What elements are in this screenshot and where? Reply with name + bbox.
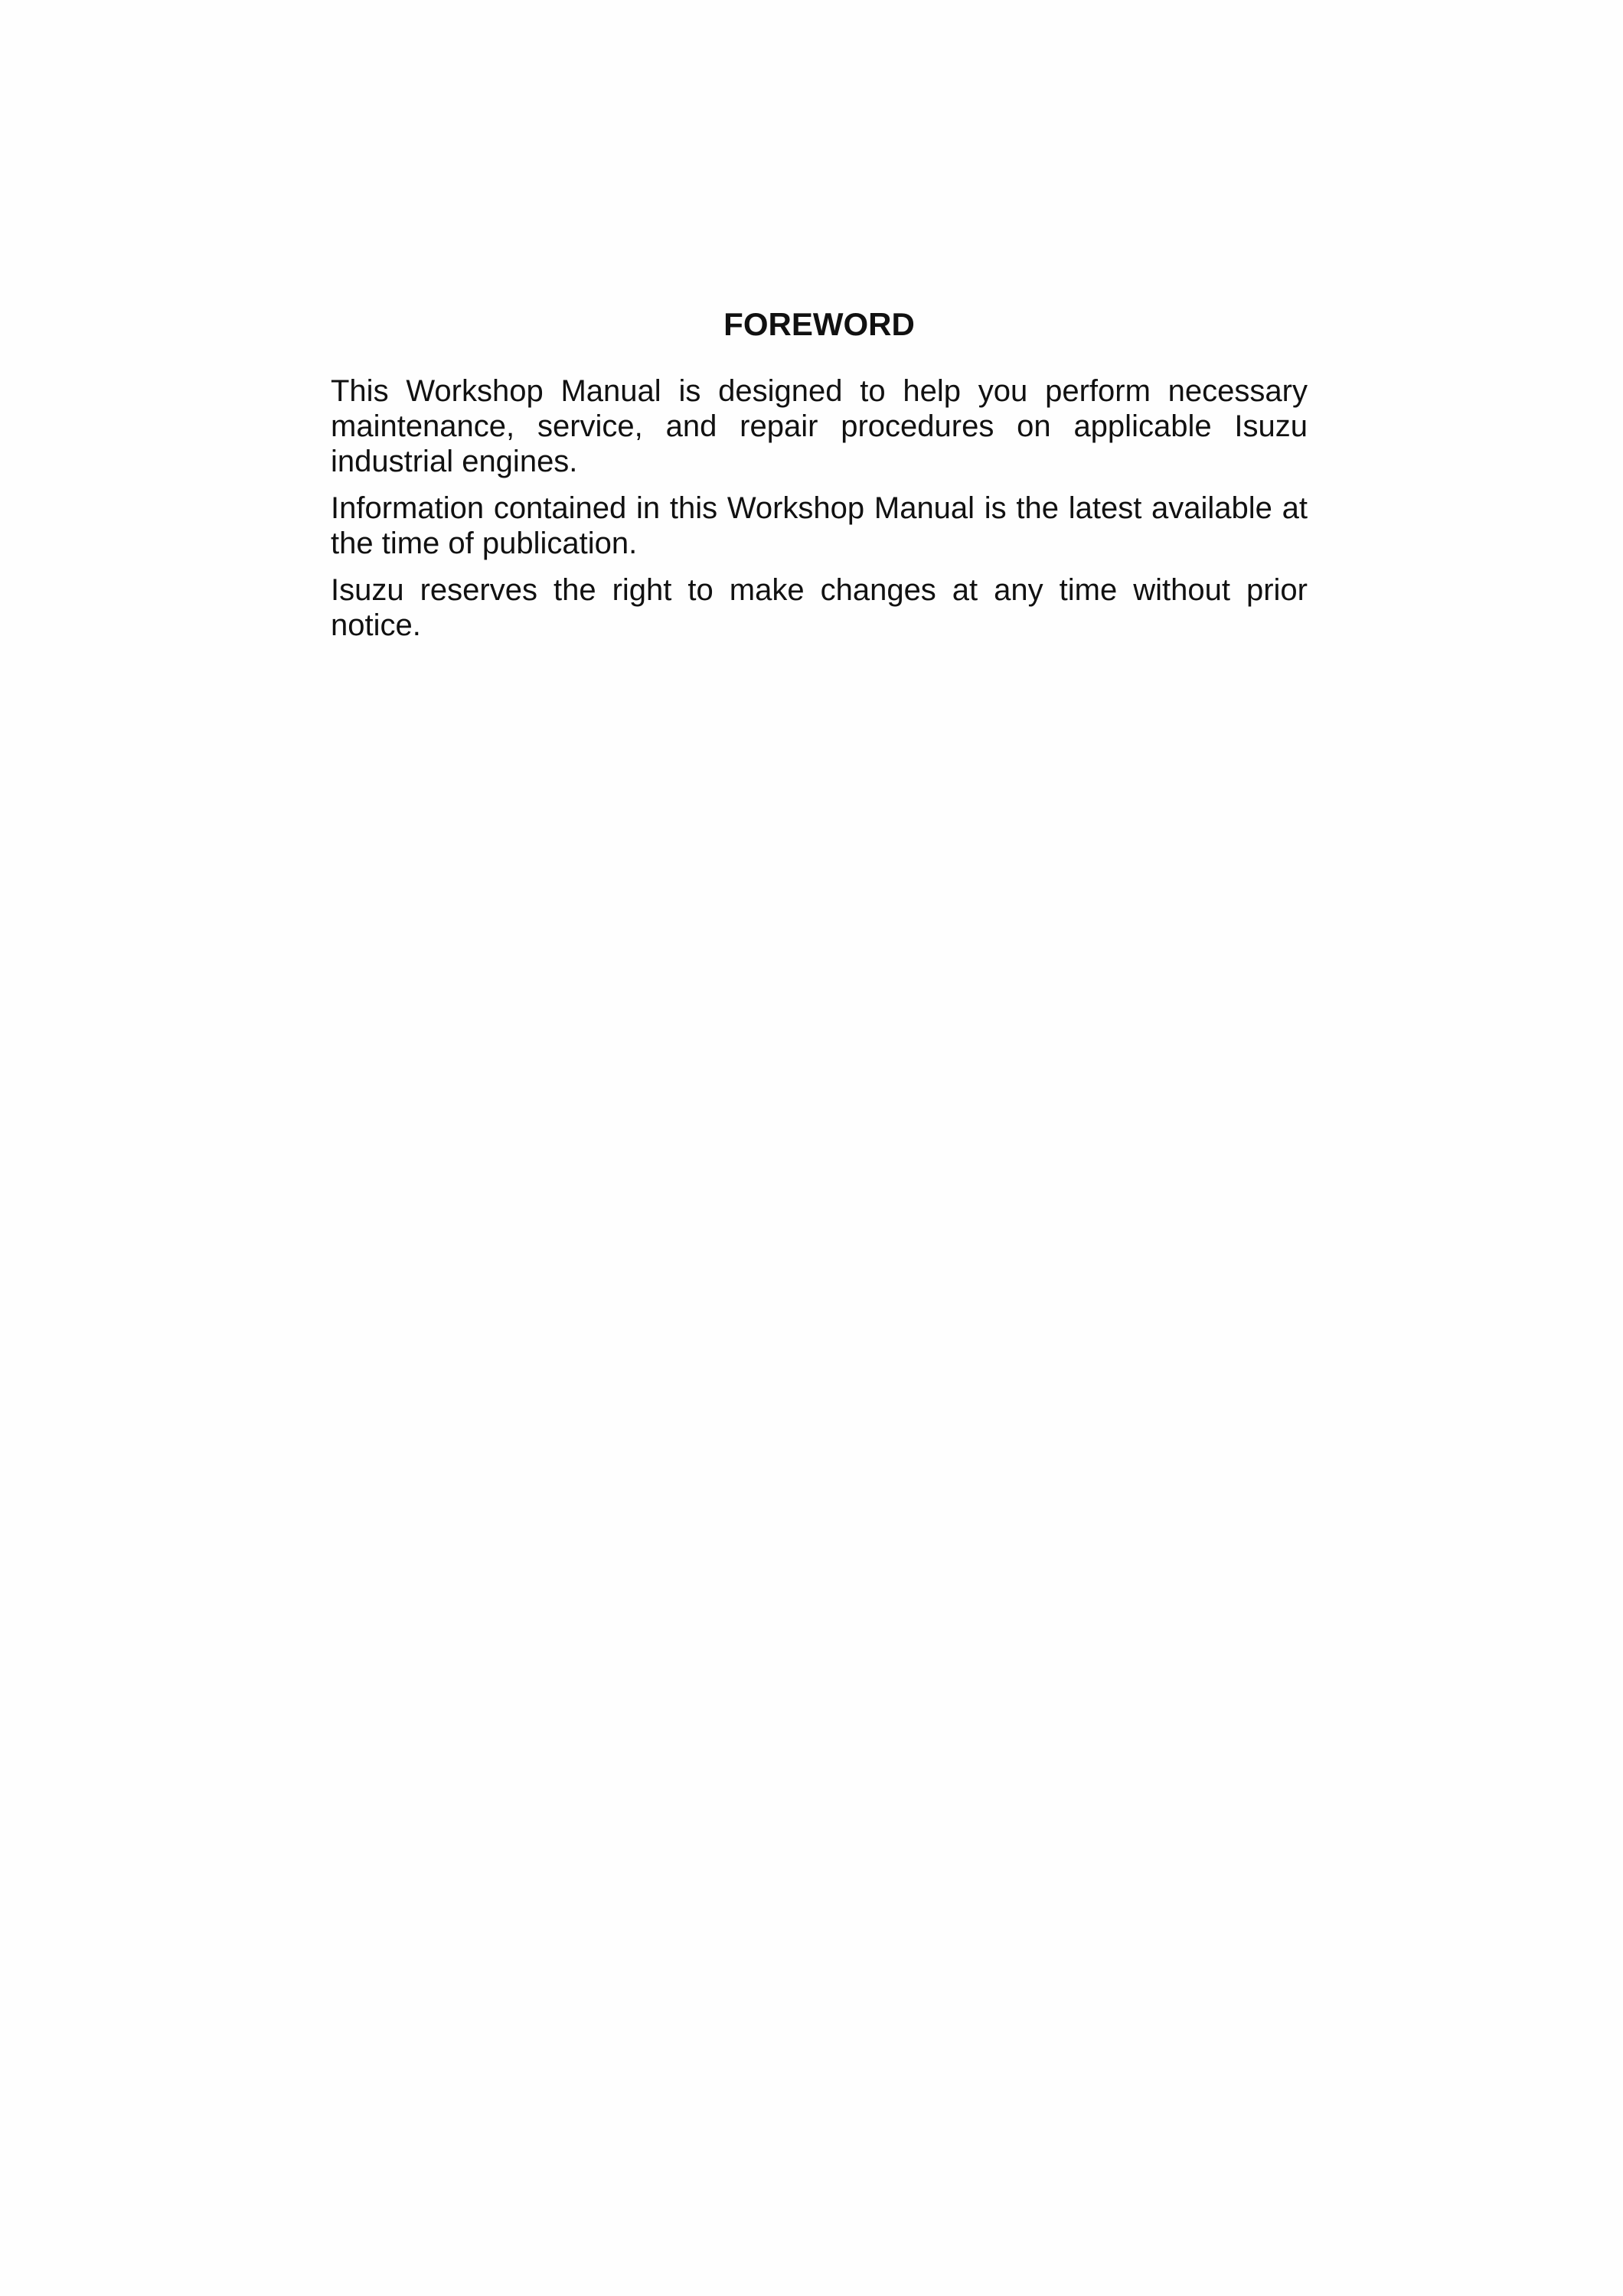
paragraph-currency: Information contained in this Workshop Manual is the latest available at the time of publication. [331, 491, 1308, 560]
paragraph-rights: Isuzu reserves the right to make changes at any time without prior notice. [331, 573, 1308, 642]
page-title: FOREWORD [723, 306, 915, 342]
paragraph-purpose: This Workshop Manual is designed to help you perform necessary maintenance, service, and repair procedures on applicable Isuzu industrial engines. [331, 374, 1308, 478]
foreword-body [331, 373, 1308, 654]
